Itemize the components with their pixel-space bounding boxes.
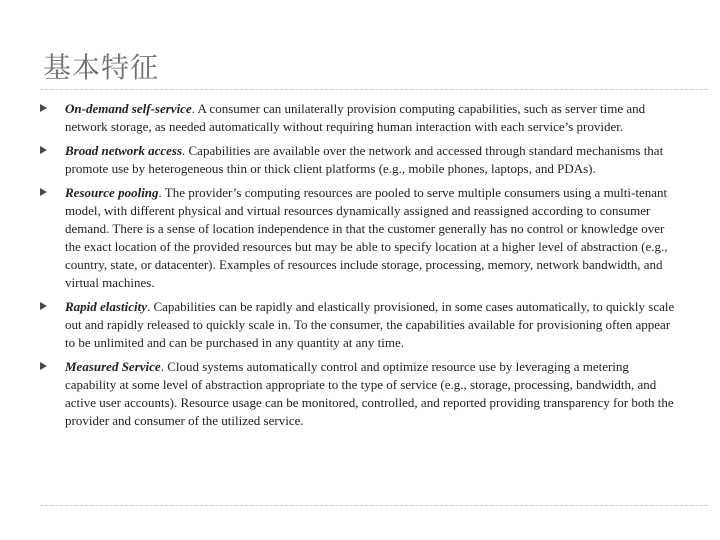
item-text: . A consumer can unilaterally provision computing capabilities, such as server time and network storage, as needed automatically without requiring human interaction with each service’s provider. [65, 101, 646, 134]
characteristics-list [40, 100, 680, 436]
item-term: Broad network access [65, 143, 182, 158]
item-text: . Cloud systems automatically control and optimize resource use by leveraging a metering capability at some level of abstraction appropriate to the type of service (e.g., storage, processing, bandwidth, and active user accounts). Resource usage can be monitored, controlled, and reported providing transparency for both the provider and consumer of the utilized service. [65, 359, 674, 428]
triangle-bullet-icon [40, 188, 47, 196]
list-item-resource-pooling [40, 184, 680, 292]
list-item-on-demand-self-service [40, 100, 680, 136]
item-text: . The provider’s computing resources are pooled to serve multiple consumers using a multi-tenant model, with different physical and virtual resources dynamically assigned and reassigned according to consumer demand. There is a sense of location independence in that the customer generally has no control or knowledge over the exact location of the provided resources but may be able to specify location at a higher level of abstraction (e.g., country, state, or datacenter). Examples of resources include storage, processing, memory, network bandwidth, and virtual machines. [65, 185, 668, 290]
bottom-divider [40, 505, 708, 506]
title-divider [40, 89, 708, 90]
item-term: On-demand self-service [65, 101, 192, 116]
item-term: Resource pooling [65, 185, 159, 200]
item-text: . Capabilities can be rapidly and elastically provisioned, in some cases automatically, to quickly scale out and rapidly released to quickly scale in. To the consumer, the capabilities available for provisioning often appear to be unlimited and can be purchased in any quantity at any time. [65, 299, 675, 350]
slide-title: 基本特征 [43, 51, 160, 84]
triangle-bullet-icon [40, 104, 47, 112]
list-item-broad-network-access [40, 142, 680, 178]
triangle-bullet-icon [40, 302, 47, 310]
triangle-bullet-icon [40, 362, 47, 370]
triangle-bullet-icon [40, 146, 47, 154]
item-text: . Capabilities are available over the network and accessed through standard mechanisms that promote use by heterogeneous thin or thick client platforms (e.g., mobile phones, laptops, and PDAs). [65, 143, 664, 176]
list-item-measured-service [40, 358, 680, 430]
item-term: Rapid elasticity [65, 299, 147, 314]
item-term: Measured Service [65, 359, 161, 374]
list-item-rapid-elasticity [40, 298, 680, 352]
